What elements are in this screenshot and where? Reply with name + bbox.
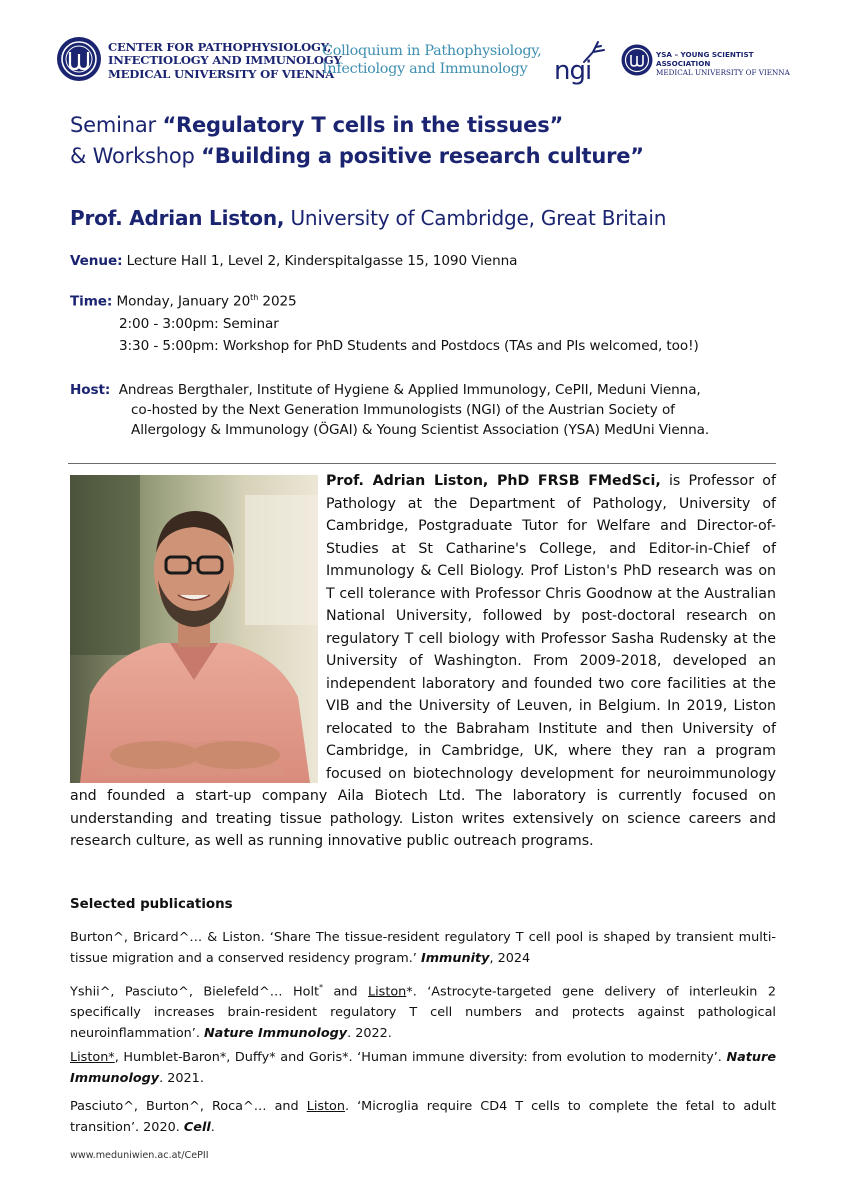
time-workshop: 3:30 - 5:00pm: Workshop for PhD Students and Postdocs (TAs and PIs welcomed, too!) xyxy=(119,337,699,354)
seminar-title: “Regulatory T cells in the tissues” xyxy=(162,113,564,137)
pub1-authors: Burton^, Bricard^… & Liston. xyxy=(70,930,265,945)
venue-label: Venue: xyxy=(70,253,123,269)
time-date-suffix: th xyxy=(250,293,259,302)
pub3-year: . 2021. xyxy=(159,1071,204,1086)
pub4-year: . xyxy=(210,1120,215,1135)
publication-3 xyxy=(70,1047,776,1089)
header xyxy=(56,36,804,86)
publication-1 xyxy=(70,927,776,969)
colloquium-line-1: Colloquium in Pathophysiology, xyxy=(322,43,542,59)
time-label: Time: xyxy=(70,293,113,310)
publication-4 xyxy=(70,1096,776,1138)
ysa-name xyxy=(656,50,804,77)
pub4-liston: Liston xyxy=(306,1099,345,1114)
cepii-line-2: INFECTIOLOGY AND IMMUNOLOGY xyxy=(108,53,342,68)
venue-line xyxy=(70,253,517,269)
ysa-line-2: MEDICAL UNIVERSITY OF VIENNA xyxy=(656,68,790,77)
host-block xyxy=(70,380,709,440)
time-seminar: 2:00 - 3:00pm: Seminar xyxy=(119,315,279,332)
pub4-authors: Pasciuto^, Burton^, Roca^… and xyxy=(70,1099,307,1114)
pub2-liston: Liston xyxy=(367,984,407,1000)
ngi-label: ngi xyxy=(554,56,592,86)
pub3-authors: , Humblet-Baron*, Duffy* and Goris*. xyxy=(114,1050,358,1065)
colloquium-name xyxy=(322,42,541,78)
host-first-line xyxy=(70,380,709,400)
workshop-title: “Building a positive research culture” xyxy=(201,144,644,168)
pub1-journal: Immunity xyxy=(420,951,490,966)
pub4-title: . ‘Microglia require CD4 T cells to complete the fetal to adult transition’. 2020. xyxy=(70,1099,776,1135)
host-line-2: co-hosted by the Next Generation Immunologists (NGI) of the Austrian Society of xyxy=(131,402,675,418)
pub4-journal: Cell xyxy=(183,1120,211,1135)
host-label: Host: xyxy=(70,382,111,398)
photo-spacer xyxy=(70,470,326,784)
pub2-journal: Nature Immunology xyxy=(203,1026,348,1042)
speaker-bio xyxy=(70,470,776,853)
workshop-line xyxy=(70,141,644,172)
cepii-logo-icon xyxy=(56,36,102,82)
venue-text: Lecture Hall 1, Level 2, Kinderspitalgasse 15, 1090 Vienna xyxy=(122,253,518,269)
seminar-prefix: Seminar xyxy=(70,113,163,137)
pub3-liston: Liston* xyxy=(70,1050,115,1065)
pub1-title: ‘Share The tissue-resident regulatory T cell pool is shaped by transient multi-tissue migration and a conserved residency program.’ xyxy=(70,930,776,966)
colloquium-line-2: Infectiology and Immunology xyxy=(322,61,528,77)
ysa-line-1: YSA – YOUNG SCIENTIST ASSOCIATION xyxy=(656,50,754,68)
speaker-affiliation: University of Cambridge, Great Britain xyxy=(284,206,667,230)
publications-heading: Selected publications xyxy=(70,897,233,912)
pub2-title: ‘Astrocyte-targeted gene delivery of interleukin 2 specifically increases brain-resident regulatory T cell numbers and protects against pathological neuroinflammation’. xyxy=(70,984,776,1042)
ysa-logo-icon xyxy=(621,44,653,76)
seminar-line xyxy=(70,110,644,141)
speaker-name: Prof. Adrian Liston, xyxy=(70,206,285,230)
publication-2 xyxy=(70,977,776,1044)
cepii-name xyxy=(108,41,342,81)
pub2-authors: Yshii^, Pasciuto^, Bielefeld^… Holt xyxy=(70,984,320,1000)
pub3-journal: Nature Immunology xyxy=(70,1050,777,1086)
time-year: 2025 xyxy=(258,293,297,310)
bio-name: Prof. Adrian Liston, PhD FRSB FMedSci, xyxy=(326,473,661,489)
pub1-year: , 2024 xyxy=(489,951,531,966)
divider xyxy=(68,463,776,464)
host-text: Andreas Bergthaler, Institute of Hygiene & Applied Immunology, CePII, Meduni Vienna, xyxy=(110,382,701,398)
footer-url[interactable]: www.meduniwien.ac.at/CePII xyxy=(70,1150,209,1161)
pub2-authors-end: *. xyxy=(406,984,428,1000)
cepii-line-1: CENTER FOR PATHOPHYSIOLOGY, xyxy=(108,40,332,54)
time-date: Monday, January 20 xyxy=(112,293,251,310)
event-title xyxy=(70,110,644,172)
pub3-title: ‘Human immune diversity: from evolution to modernity’. xyxy=(357,1050,727,1065)
host-line-3: Allergology & Immunology (ÖGAI) & Young Scientist Association (YSA) MedUni Vienna. xyxy=(131,422,710,438)
speaker-line xyxy=(70,206,666,230)
pub2-sup: * xyxy=(319,983,324,992)
pub2-year: . 2022. xyxy=(347,1026,392,1042)
ngi-logo xyxy=(554,38,614,84)
bio-text: is Professor of Pathology at the Department of Pathology, University of Cambridge, Postgraduate Tutor for Welfare and Director-of-Studies at St Catharine's College, and Editor-in-Chief of Immunology & Cell Biology. Prof Liston's PhD research was on T cell tolerance with Professor Chris Goodnow at the Australian National University, followed by post-doctoral research on regulatory T cell biology with Professor Sasha Rudensky at the University of Washington. From 2009-2018, developed an independent laboratory and founded two core facilities at the VIB and the University of Leuven, in Belgium. In 2019, Liston relocated to the Babraham Institute and then University of Cambridge, in Cambridge, UK, where they ran a program focused on biotechnology development for neuroimmunology and founded a start-up company Aila Biotech Ltd. The laboratory is currently focused on understanding and treating tissue pathology. Liston writes extensively on science careers and research culture, as well as running innovative public outreach programs. xyxy=(70,473,776,849)
pub2-and: and xyxy=(323,984,368,1000)
time-block xyxy=(70,287,699,357)
cepii-line-3: MEDICAL UNIVERSITY OF VIENNA xyxy=(108,66,335,81)
workshop-prefix: & Workshop xyxy=(70,144,202,168)
time-date-line xyxy=(70,287,699,313)
